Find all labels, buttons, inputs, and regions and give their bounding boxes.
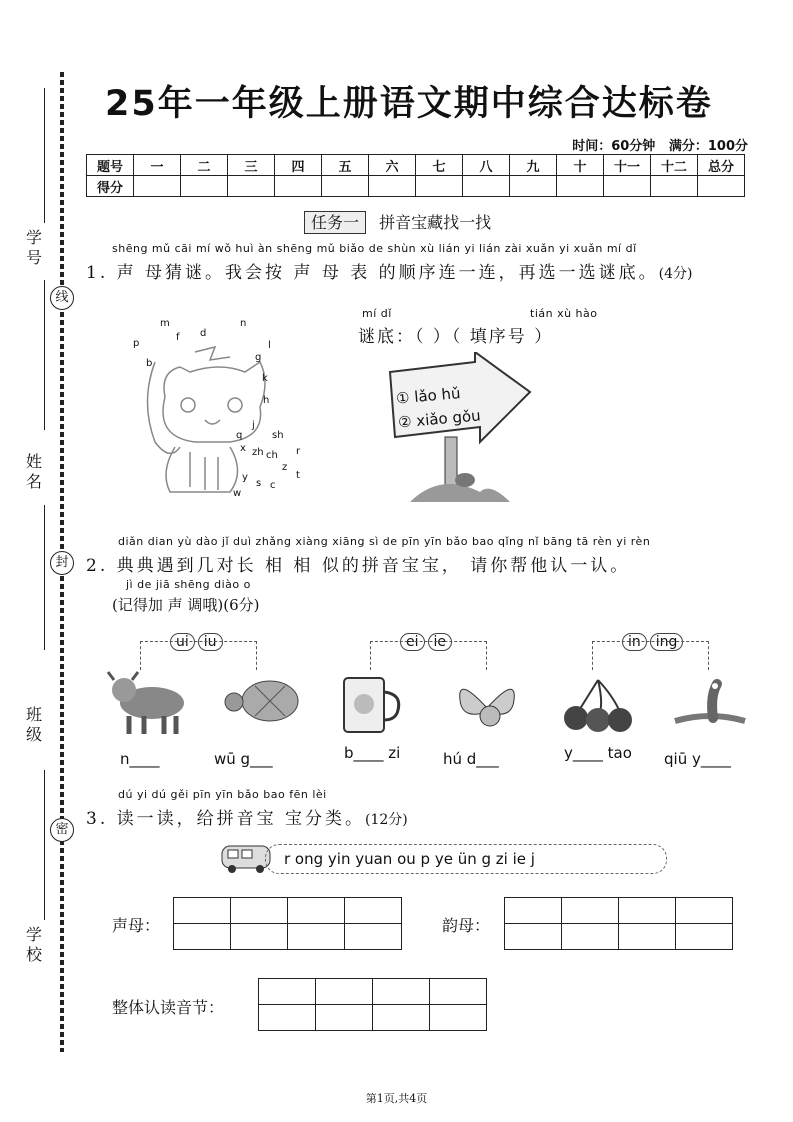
- dot-letter: f: [176, 332, 180, 343]
- score-cell[interactable]: [698, 176, 745, 197]
- dot-letter: h: [263, 395, 270, 406]
- score-header-cell: 二: [181, 155, 228, 176]
- binding-line: [44, 88, 45, 223]
- dot-letter: s: [256, 478, 262, 489]
- score-header-cell: 九: [510, 155, 557, 176]
- score-header-cell: 六: [369, 155, 416, 176]
- score-header-cell: 十一: [604, 155, 651, 176]
- dot-letter: c: [270, 480, 276, 491]
- dot-letter: x: [240, 443, 246, 454]
- binding-line: [44, 770, 45, 920]
- rhyme-b: iu: [198, 633, 223, 651]
- score-cell[interactable]: [510, 176, 557, 197]
- binding-line: [44, 280, 45, 430]
- option-2: ② xiǎo gǒu: [397, 406, 482, 432]
- score-cell[interactable]: [228, 176, 275, 197]
- score-cell[interactable]: [651, 176, 698, 197]
- cup-image: [338, 674, 408, 736]
- dot-letter: k: [262, 373, 268, 384]
- dot-letter: j: [252, 420, 255, 431]
- dot-letter: r: [296, 446, 301, 457]
- dot-letter: ch: [266, 450, 278, 461]
- rhyme-a: in: [622, 633, 647, 651]
- answer-line: 谜底：（ ）（ 填序号 ）: [358, 327, 554, 347]
- score-cell[interactable]: [369, 176, 416, 197]
- time-info: 时间：60分钟: [572, 139, 656, 154]
- score-header-cell: 七: [416, 155, 463, 176]
- score-table: [86, 154, 745, 197]
- shengmu-label: 声母：: [112, 916, 161, 935]
- score-cell[interactable]: [463, 176, 510, 197]
- dot-letter: t: [296, 470, 300, 481]
- task-header: [304, 210, 491, 233]
- score-header-cell: 题号: [87, 155, 134, 176]
- page-footer: 第1页,共4页: [365, 1092, 428, 1105]
- rhyme-bracket: [370, 641, 487, 670]
- yunmu-label: 韵母：: [442, 916, 491, 935]
- score-header-cell: 八: [463, 155, 510, 176]
- score-cell[interactable]: [557, 176, 604, 197]
- riddle-options: [395, 379, 481, 434]
- turtle-image: [220, 676, 305, 731]
- rhyme-bracket: [592, 641, 709, 670]
- rhyme-a: ei: [400, 633, 425, 651]
- rhyme-a: ui: [170, 633, 195, 651]
- dot-letter: sh: [272, 430, 284, 441]
- dot-letter: z: [282, 462, 288, 473]
- fill-word[interactable]: y____ tao: [564, 744, 632, 762]
- school-label: 学校: [25, 925, 42, 964]
- dot-letter: m: [160, 318, 170, 329]
- dot-letter: zh: [252, 447, 264, 458]
- dot-letter: g: [255, 352, 262, 363]
- answer-pinyin-2: tián xù hào: [530, 307, 598, 320]
- cow-image: [104, 668, 194, 738]
- name-label: 姓名: [25, 452, 42, 491]
- score-cell[interactable]: [416, 176, 463, 197]
- q2-pinyin: diǎn dian yù dào jǐ duì zhǎng xiàng xiāng sì de pīn yīn bǎo bao qǐng nǐ bāng tā rèn yi rèn: [118, 535, 651, 548]
- fill-word[interactable]: qiū y____: [664, 750, 731, 768]
- q3-text: 3. 读一读，给拼音宝 宝分类。(12分): [86, 809, 408, 829]
- score-header-cell: 十二: [651, 155, 698, 176]
- score-header-cell: 四: [275, 155, 322, 176]
- seal-xian: 线: [50, 286, 74, 310]
- score-header-cell: 十: [557, 155, 604, 176]
- dot-letter: p: [133, 338, 140, 349]
- score-header-cell: 总分: [698, 155, 745, 176]
- shengmu-grid[interactable]: [173, 897, 402, 950]
- rhyme-b: ing: [650, 633, 684, 651]
- zhengti-grid[interactable]: [258, 978, 487, 1031]
- score-info: 满分：100分: [668, 139, 748, 154]
- seal-feng: 封: [50, 551, 74, 575]
- exam-meta: [572, 135, 748, 154]
- q2-sub: (记得加 声 调哦)(6分): [112, 596, 260, 614]
- score-cell[interactable]: [181, 176, 228, 197]
- q1-pinyin: shēng mǔ cāi mí wǒ huì àn shēng mǔ biǎo de shùn xù lián yi lián zài xuǎn yi xuǎn mí dǐ: [112, 242, 637, 255]
- student-no-label: 学号: [25, 228, 42, 267]
- class-label: 班级: [25, 705, 42, 744]
- q3-pinyin: dú yi dú gěi pīn yīn bǎo bao fēn lèi: [118, 788, 327, 801]
- dot-letter: b: [146, 358, 153, 369]
- dot-letter: d: [200, 328, 207, 339]
- score-header-cell: 三: [228, 155, 275, 176]
- score-cell[interactable]: [275, 176, 322, 197]
- yunmu-grid[interactable]: [504, 897, 733, 950]
- option-1: ① lǎo hǔ: [395, 384, 462, 408]
- score-cell[interactable]: [604, 176, 651, 197]
- fill-word[interactable]: b____ zi: [344, 744, 401, 762]
- fill-word[interactable]: wū g___: [214, 750, 273, 768]
- dot-letter: w: [233, 488, 242, 499]
- binding-line: [44, 505, 45, 650]
- answer-pinyin: mí dǐ: [362, 307, 392, 320]
- pinyin-items: r ong yin yuan ou p ye ün g zi ie j: [265, 844, 667, 874]
- dot-letter: n: [240, 318, 247, 329]
- earthworm-image: [665, 676, 755, 731]
- fill-word[interactable]: hú d___: [443, 750, 499, 768]
- rhyme-bracket: [140, 641, 257, 670]
- seal-mi: 密: [50, 818, 74, 842]
- cherry-image: [558, 676, 638, 736]
- fill-word[interactable]: n____: [120, 750, 160, 768]
- score-cell[interactable]: [322, 176, 369, 197]
- page-title: 25年一年级上册语文期中综合达标卷: [105, 84, 713, 124]
- dot-letter: l: [268, 340, 271, 351]
- score-cell[interactable]: [134, 176, 181, 197]
- task-tag: 任务一: [304, 211, 366, 234]
- q2-text: 2. 典典遇到几对长 相 相 似的拼音宝宝， 请你帮他认一认。: [86, 556, 631, 576]
- q1-text: 1. 声 母猜谜。我会按 声 母 表 的顺序连一连，再选一选谜底。(4分): [86, 263, 693, 283]
- cat-connect-dots-illustration: [120, 312, 320, 507]
- task-title: 拼音宝藏找一找: [379, 213, 492, 232]
- dot-letter: q: [236, 430, 243, 441]
- q2-sub-pinyin: jì de jiā shēng diào o: [126, 578, 251, 591]
- score-row-label: 得分: [87, 176, 134, 197]
- rhyme-b: ie: [428, 633, 453, 651]
- zhengti-label: 整体认读音节：: [112, 998, 225, 1017]
- butterfly-image: [452, 670, 522, 740]
- score-header-cell: 一: [134, 155, 181, 176]
- dot-letter: y: [242, 472, 248, 483]
- score-header-cell: 五: [322, 155, 369, 176]
